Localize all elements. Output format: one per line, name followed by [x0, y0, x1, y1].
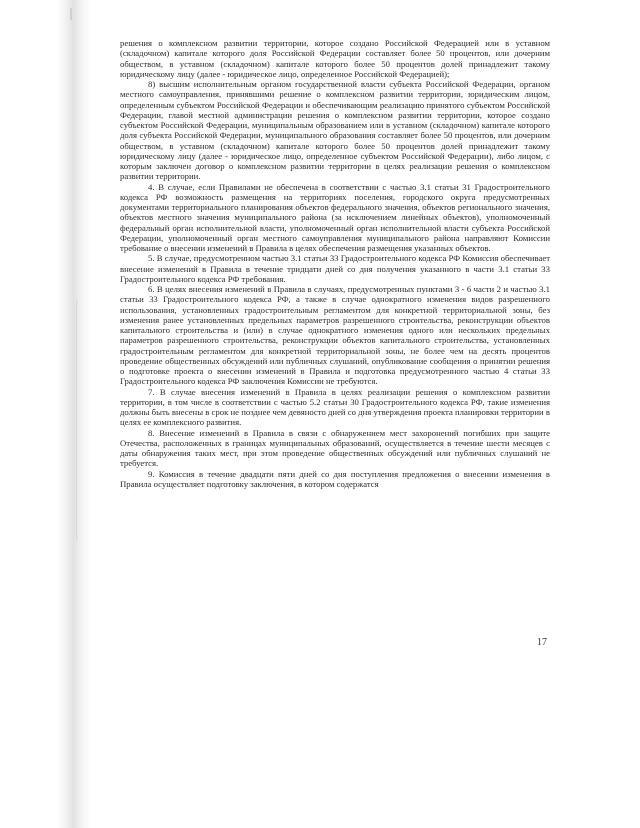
- paragraph: 8) высшим исполнительным органом государственной власти субъекта Российской Федерации, органом местного самоуправления, принявшими решение о комплексном развитии территории, юридическим лицом, определенным субъектом Российской Федерации и обеспечивающим реализацию принятого субъектом Российской Федерации, главой местной администрации решения о комплексном развитии территории, которое создано субъектом Российской Федерации, муниципальным образованием или в уставном (складочном) капитале которого доля субъекта Российской Федерации, муниципального образования составляет более 50 процентов, или дочерним обществом, в уставном (складочном) капитале которого более 50 процентов долей принадлежит такому юридическому лицу (далее - юридическое лицо, определенное субъектом Российской Федерации), либо лицом, с которым заключен договор о комплексном развитии территории в целях реализации решения о комплексном развитии территории.: [120, 79, 550, 182]
- page-number: 17: [537, 637, 547, 648]
- scan-margin-shadow: [0, 0, 92, 828]
- paragraph: 5. В случае, предусмотренном частью 3.1 статьи 33 Градостроительного кодекса РФ Комиссия обеспечивает внесение изменений в Правила в течение тридцати дней со дня получения указанного в части 3.1 статьи 33 Градостроительного кодекса РФ требования.: [120, 253, 550, 284]
- paragraph: 8. Внесение изменений в Правила в связи с обнаружением мест захоронений погибших при защите Отечества, расположенных в границах муниципальных образований, осуществляется в течение шести месяцев с даты обнаружения таких мест, при этом проведение общественных обсуждений или публичных слушаний не требуется.: [120, 427, 550, 469]
- paragraph: решения о комплексном развитии территории, которое создано Российской Федерацией или в уставном (складочном) капитале которого доля Российской Федерации составляет более 50 процентов, или дочерним обществом, в уставном (складочном) капитале которого более 50 процентов долей принадлежит такому юридическому лицу (далее - юридическое лицо, определенное Российской Федерацией);: [120, 38, 550, 79]
- scan-artifact: [76, 300, 77, 540]
- scan-artifact: [70, 8, 72, 20]
- paragraph: 9. Комиссия в течение двадцати пяти дней со дня поступления предложения о внесении изменения в Правила осуществляет подготовку заключения, в котором содержатся: [120, 468, 550, 489]
- document-page: [120, 38, 550, 489]
- paragraph: 4. В случае, если Правилами не обеспечена в соответствии с частью 3.1 статьи 31 Градостроительного кодекса РФ возможность размещения на территориях поселения, городского округа предусмотренных документами территориального планирования объектов федерального значения, объектов регионального значения, объектов местного значения муниципального района (за исключением линейных объектов), уполномоченный федеральный орган исполнительной власти, уполномоченный орган исполнительной власти субъекта Российской Федерации, уполномоченный орган местного самоуправления муниципального района направляют Комиссии требование о внесении изменений в Правила в целях обеспечения размещения указанных объектов.: [120, 181, 550, 253]
- paragraph: 7. В случае внесения изменений в Правила в целях реализации решения о комплексном развитии территории, в том числе в соответствии с частью 5.2 статьи 30 Градостроительного кодекса РФ, такие изменения должны быть внесены в срок не позднее чем девяносто дней со дня утверждения проекта планировки территории в целях ее комплексного развития.: [120, 386, 550, 428]
- paragraph: 6. В целях внесения изменений в Правила в случаях, предусмотренных пунктами 3 - 6 части 2 и частью 3.1 статьи 33 Градостроительного кодекса РФ, а также в случае однократного изменения видов разрешенного использования, установленных градостроительным регламентом для конкретной территориальной зоны, без изменения ранее установленных предельных параметров разрешенного строительства, реконструкции объектов капитального строительства и (или) в случае однократного изменения одного или нескольких предельных параметров разрешенного строительства, реконструкции объектов капитального строительства, установленных градостроительным регламентом для конкретной территориальной зоны, не более чем на десять процентов проведение общественных обсуждений или публичных слушаний, опубликование сообщения о принятии решения о подготовке проекта о внесении изменений в Правила и подготовка предусмотренного частью 4 статьи 33 Градостроительного кодекса РФ заключения Комиссии не требуются.: [120, 284, 550, 387]
